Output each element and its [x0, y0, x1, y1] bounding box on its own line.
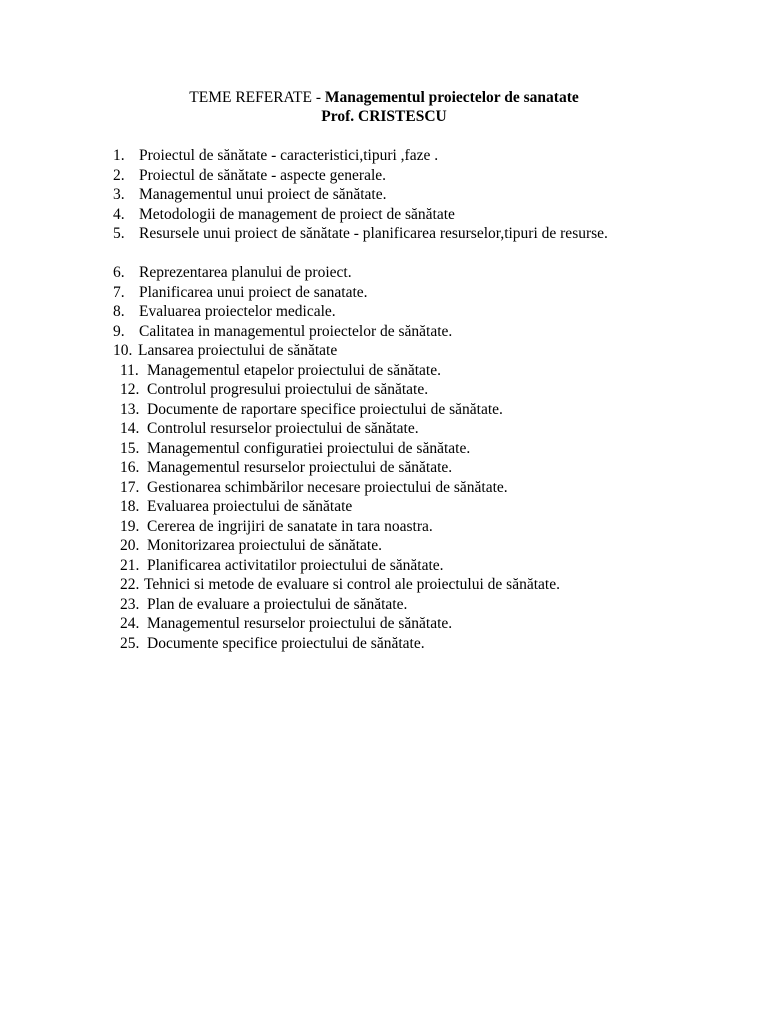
item-text: Lansarea proiectului de sănătate	[138, 342, 338, 359]
list-item	[0, 283, 768, 303]
item-number: 16.	[120, 459, 140, 476]
item-number: 12.	[120, 381, 140, 398]
item-text: Proiectul de sănătate - aspecte generale.	[139, 166, 387, 184]
document-title	[0, 88, 768, 108]
list-item	[0, 146, 768, 166]
item-text: Managementul unui proiect de sănătate.	[139, 186, 387, 203]
item-text: Proiectul de sănătate - caracteristici,tipuri ,faze .	[139, 147, 439, 164]
item-number: 5.	[113, 225, 125, 242]
item-text: Documente specifice proiectului de sănătate.	[147, 634, 425, 652]
list-item	[0, 224, 768, 263]
document-subtitle: Prof. CRISTESCU	[321, 108, 447, 125]
item-text: Metodologii de management de proiect de sănătate	[139, 205, 455, 223]
list-item	[0, 478, 768, 498]
item-number: 11.	[120, 361, 139, 379]
item-number: 1.	[113, 147, 125, 164]
item-text: Calitatea in managementul proiectelor de sănătate.	[139, 322, 453, 340]
list-item	[0, 439, 768, 459]
item-text: Monitorizarea proiectului de sănătate.	[147, 537, 382, 554]
item-text: Planificarea activitatilor proiectului de sănătate.	[147, 556, 444, 574]
item-number: 9.	[113, 322, 125, 340]
item-number: 10.	[113, 342, 133, 359]
topic-list	[0, 146, 768, 653]
list-item	[0, 595, 768, 615]
list-item	[0, 634, 768, 654]
item-number: 23.	[120, 595, 140, 613]
item-number: 24.	[120, 615, 140, 632]
list-item	[0, 458, 768, 478]
list-item	[0, 536, 768, 556]
item-text: Managementul resurselor proiectului de sănătate.	[147, 459, 453, 476]
item-number: 6.	[113, 264, 125, 281]
item-number: 2.	[113, 166, 125, 184]
item-number: 4.	[113, 205, 125, 223]
item-text: Planificarea unui proiect de sanatate.	[139, 283, 368, 301]
item-text: Gestionarea schimbărilor necesare proiectului de sănătate.	[147, 478, 508, 496]
item-text: Evaluarea proiectelor medicale.	[139, 303, 336, 320]
list-item	[0, 556, 768, 576]
list-item	[0, 575, 768, 595]
list-item	[0, 341, 768, 361]
title-subject: Managementul proiectelor de sanatate	[324, 89, 579, 106]
list-item	[0, 166, 768, 186]
item-number: 15.	[120, 439, 140, 457]
item-text: Tehnici si metode de evaluare si control ale proiectului de sănătate.	[144, 576, 560, 593]
item-number: 17.	[120, 478, 140, 496]
item-text: Evaluarea proiectului de sănătate	[147, 498, 353, 515]
list-item	[0, 380, 768, 400]
item-number: 21.	[120, 556, 140, 574]
list-item	[0, 263, 768, 283]
title-prefix: TEME REFERATE -	[189, 89, 325, 106]
item-text: Managementul etapelor proiectului de sănătate.	[147, 361, 441, 379]
list-item	[0, 400, 768, 420]
item-text: Plan de evaluare a proiectului de sănătate.	[147, 595, 408, 613]
item-text: Controlul resurselor proiectului de sănătate.	[147, 420, 419, 437]
item-number: 19.	[120, 517, 140, 535]
list-item	[0, 517, 768, 537]
list-item	[0, 361, 768, 381]
item-number: 8.	[113, 303, 125, 320]
item-number: 3.	[113, 186, 125, 203]
list-item	[0, 322, 768, 342]
item-number: 20.	[120, 537, 140, 554]
item-text: Documente de raportare specifice proiectului de sănătate.	[147, 400, 503, 418]
list-item	[0, 614, 768, 634]
item-text: Managementul resurselor proiectului de sănătate.	[147, 615, 453, 632]
list-item	[0, 205, 768, 225]
item-number: 7.	[113, 283, 125, 301]
item-text: Controlul progresului proiectului de sănătate.	[147, 381, 429, 398]
item-text: Resursele unui proiect de sănătate - planificarea resurselor,tipuri de resurse.	[139, 225, 608, 242]
list-item	[0, 302, 768, 322]
item-text: Cererea de ingrijiri de sanatate in tara noastra.	[147, 517, 433, 535]
item-number: 13.	[120, 400, 140, 418]
item-number: 25.	[120, 634, 140, 652]
list-item	[0, 497, 768, 517]
item-text: Reprezentarea planului de proiect.	[139, 264, 352, 281]
item-text: Managementul configuratiei proiectului de sănătate.	[147, 439, 471, 457]
item-number: 14.	[120, 420, 140, 437]
item-number: 18.	[120, 498, 140, 515]
list-item	[0, 185, 768, 205]
item-number: 22.	[120, 576, 140, 593]
list-item	[0, 419, 768, 439]
